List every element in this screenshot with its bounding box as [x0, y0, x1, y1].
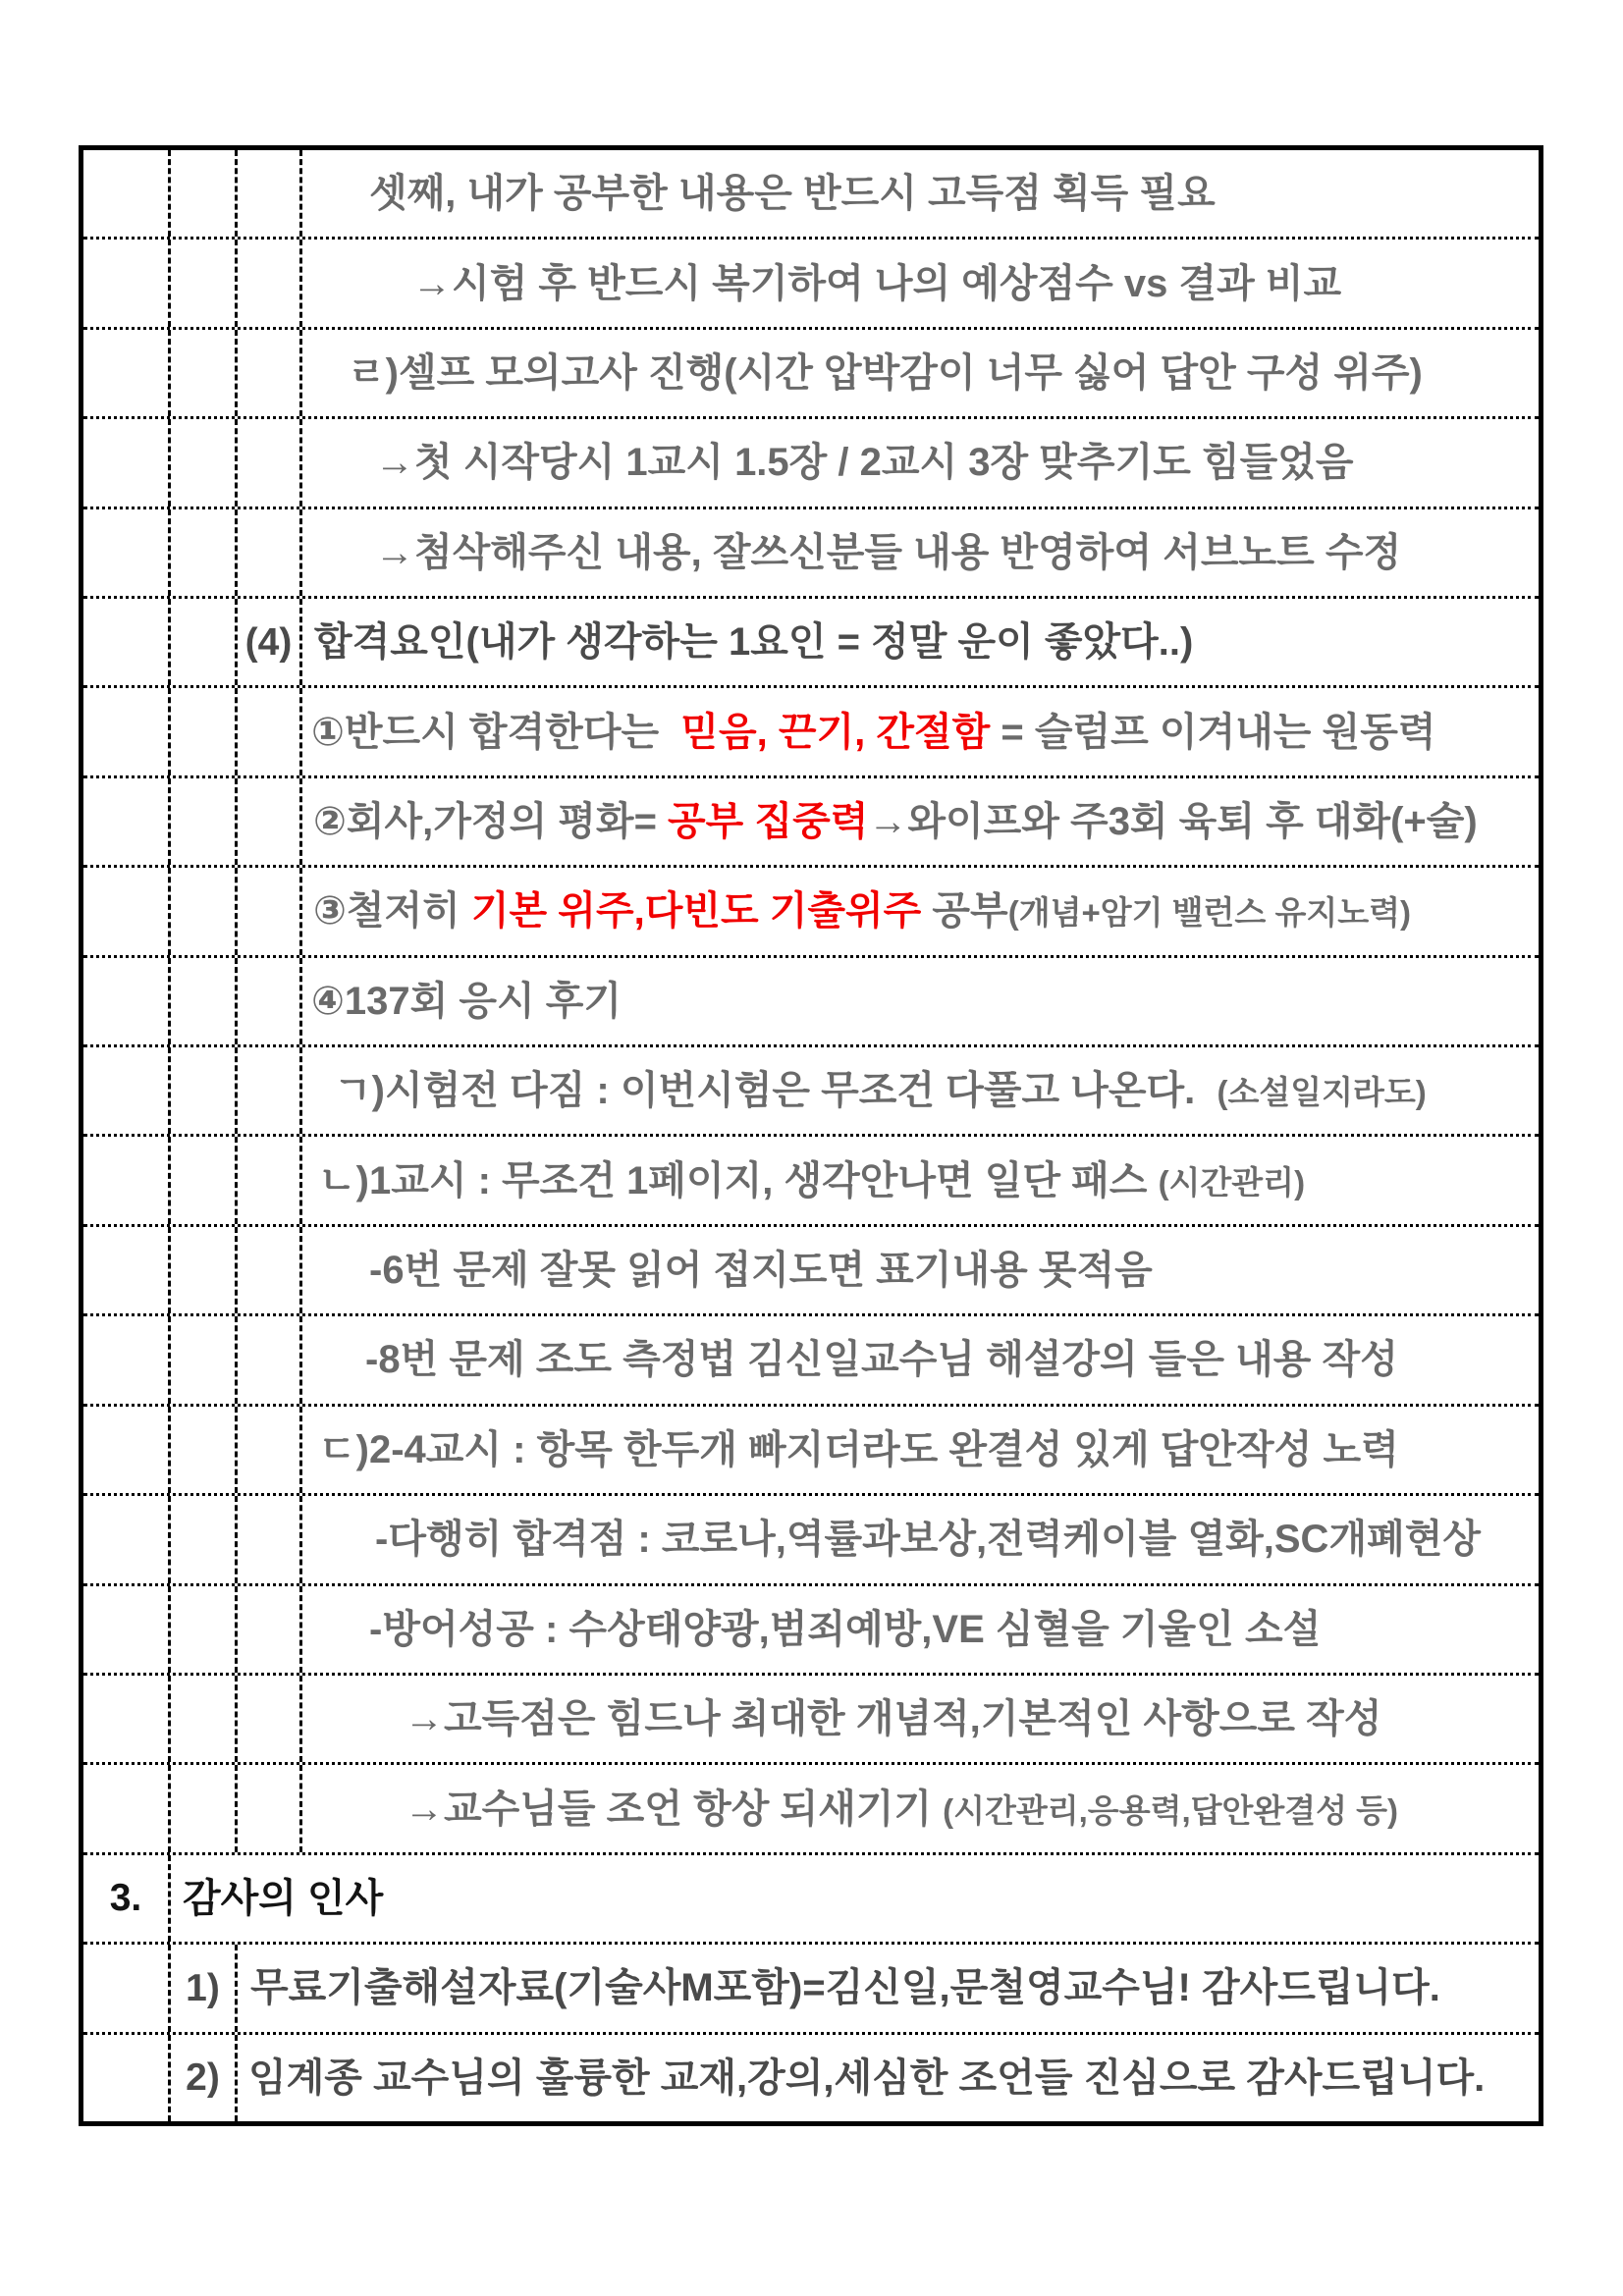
row-label-cell — [235, 868, 299, 954]
row-label-cell — [83, 1407, 168, 1493]
table-row — [83, 1044, 1539, 1134]
row-text-line — [412, 261, 1342, 305]
row-text-line — [318, 1427, 1399, 1471]
table-row — [83, 775, 1539, 865]
row-label-cell — [235, 1407, 299, 1493]
row-text-line — [365, 1338, 1398, 1382]
row-label: 2) — [186, 2056, 220, 2100]
table-row — [83, 685, 1539, 774]
row-label-cell — [235, 419, 299, 506]
text-segment-g: ㄴ)1교시 : 무조건 1페이지, 생각안나면 일단 패스 — [318, 1158, 1159, 1202]
row-label-cell — [83, 2035, 168, 2121]
row-content-cell — [299, 688, 1539, 774]
table-row — [83, 1224, 1539, 1313]
row-label-cell — [168, 958, 235, 1044]
text-segment-g: -8번 문제 조도 측정법 김신일교수님 해설강의 들은 내용 작성 — [365, 1338, 1398, 1382]
row-content-cell — [299, 1676, 1539, 1762]
row-label-cell — [83, 1765, 168, 1851]
table-row — [83, 1852, 1539, 1942]
text-segment-g: →와이프와 주3회 육퇴 후 대화(+술) — [868, 800, 1478, 844]
row-label-cell — [168, 1316, 235, 1403]
row-label-cell — [235, 1316, 299, 1403]
row-content-cell — [299, 240, 1539, 326]
text-segment-g: ①반드시 합격한다는 — [311, 710, 681, 754]
table-row — [83, 2032, 1539, 2121]
row-label-cell — [83, 1855, 168, 1942]
row-text-line — [405, 1697, 1382, 1741]
row-text-line — [375, 1518, 1481, 1562]
text-segment-g: →첫 시작당시 1교시 1.5장 / 2교시 3장 맞추기도 힘들었음 — [375, 441, 1354, 485]
row-label-cell — [83, 868, 168, 954]
row-text-line — [250, 1966, 1440, 2010]
row-content-cell — [299, 1765, 1539, 1851]
row-content-cell — [299, 1407, 1539, 1493]
text-segment-black: 감사의 인사 — [183, 1876, 384, 1920]
text-segment-red: 기본 위주,다빈도 기출위주 — [470, 889, 922, 934]
row-content-cell — [299, 1586, 1539, 1673]
table-row — [83, 1673, 1539, 1762]
text-segment-g: -방어성공 : 수상태양광,범죄예방,VE 심혈을 기울인 소설 — [369, 1607, 1322, 1651]
row-label-cell — [168, 509, 235, 596]
row-label-cell — [168, 1407, 235, 1493]
row-label: 1) — [186, 1966, 220, 2009]
row-label-cell — [83, 1945, 168, 2031]
table-row — [83, 1583, 1539, 1673]
text-segment-red: 공부 집중력 — [668, 800, 869, 844]
text-segment-g: ④137회 응시 후기 — [311, 979, 622, 1023]
text-segment-dark: 임계종 교수님의 훌륭한 교재,강의,세심한 조언들 진심으로 감사드립니다. — [248, 2056, 1486, 2100]
row-label-cell — [168, 150, 235, 237]
row-label-cell — [83, 509, 168, 596]
row-label-cell — [83, 1047, 168, 1134]
row-label-cell — [168, 240, 235, 326]
row-text-line — [369, 1249, 1153, 1293]
row-text-line — [311, 710, 1436, 754]
row-content-cell — [299, 1316, 1539, 1403]
row-label-cell — [83, 1496, 168, 1582]
row-label-cell — [235, 150, 299, 237]
row-label-cell — [168, 1586, 235, 1673]
row-text-line — [375, 441, 1354, 485]
row-label: 3. — [109, 1877, 142, 1920]
table-row — [83, 416, 1539, 506]
row-label-cell — [168, 1765, 235, 1851]
row-content-cell — [299, 509, 1539, 596]
text-segment-g: →첨삭해주신 내용, 잘쓰신분들 내용 반영하여 서브노트 수정 — [375, 530, 1402, 574]
row-label-cell — [168, 1945, 235, 2031]
text-segment-small: (시간관리) — [1158, 1163, 1306, 1201]
row-label-cell — [235, 599, 299, 685]
table-row — [83, 327, 1539, 416]
table-row — [83, 1762, 1539, 1851]
text-segment-red: 믿음, 끈기, 간절함 — [680, 710, 991, 754]
row-label: (4) — [244, 620, 293, 664]
row-text-line — [318, 1158, 1306, 1202]
row-label-cell — [168, 1227, 235, 1313]
table-row — [83, 237, 1539, 326]
row-label-cell — [83, 599, 168, 685]
row-label-cell — [168, 1047, 235, 1134]
row-content-cell — [299, 419, 1539, 506]
row-label-cell — [168, 419, 235, 506]
text-segment-g: ㄹ)셀프 모의고사 진행(시간 압박감이 너무 싫어 답안 구성 위주) — [348, 351, 1423, 396]
row-label-cell — [235, 509, 299, 596]
row-label-cell — [235, 688, 299, 774]
row-label-cell — [235, 1496, 299, 1582]
table-row — [83, 596, 1539, 685]
row-content-cell — [299, 958, 1539, 1044]
row-text-line — [314, 620, 1194, 665]
row-label-cell — [168, 688, 235, 774]
text-segment-g: 셋째, 내가 공부한 내용은 반드시 고득점 획득 필요 — [369, 172, 1216, 216]
row-label-cell — [168, 330, 235, 416]
row-text-line — [311, 979, 622, 1023]
table-row — [83, 507, 1539, 596]
row-label-cell — [83, 330, 168, 416]
row-content-cell — [299, 778, 1539, 865]
row-content-cell — [299, 1137, 1539, 1223]
row-label-cell — [235, 1227, 299, 1313]
row-label-cell — [168, 778, 235, 865]
row-label-cell — [235, 1586, 299, 1673]
text-segment-dark: 합격요인(내가 생각하는 1요인 = 정말 운이 좋았다..) — [314, 620, 1194, 665]
table-row — [83, 1134, 1539, 1223]
row-label-cell — [235, 1047, 299, 1134]
row-content-cell — [235, 1945, 1539, 2031]
text-segment-g: →고득점은 힘드나 최대한 개념적,기본적인 사항으로 작성 — [405, 1697, 1382, 1741]
table-row — [83, 1942, 1539, 2031]
table-row — [83, 865, 1539, 954]
row-text-line — [348, 351, 1423, 396]
row-label-cell — [168, 1137, 235, 1223]
row-label-cell — [83, 1137, 168, 1223]
row-label-cell — [168, 1676, 235, 1762]
row-label-cell — [83, 1676, 168, 1762]
table-row — [83, 1404, 1539, 1493]
table-row — [83, 955, 1539, 1044]
text-segment-small: (소설일지라도) — [1217, 1074, 1427, 1111]
table-row — [83, 1493, 1539, 1582]
row-text-line — [183, 1876, 384, 1920]
row-content-cell — [299, 1227, 1539, 1313]
row-label-cell — [83, 1316, 168, 1403]
row-label-cell — [168, 1496, 235, 1582]
row-label-cell — [235, 240, 299, 326]
text-segment-g: ㄷ)2-4교시 : 항목 한두개 빠지더라도 완결성 있게 답안작성 노력 — [318, 1427, 1399, 1471]
row-label-cell — [235, 778, 299, 865]
row-label-cell — [83, 778, 168, 865]
text-segment-small: (개념+암기 밸런스 유지노력) — [1007, 894, 1411, 932]
text-segment-g: 공부 — [921, 889, 1008, 934]
text-segment-g: ③철저히 — [313, 889, 471, 934]
table-row — [83, 150, 1539, 237]
row-content-cell — [168, 1855, 1539, 1942]
review-notes-table — [79, 145, 1543, 2126]
row-label-cell — [235, 958, 299, 1044]
text-segment-g: →시험 후 반드시 복기하여 나의 예상점수 vs 결과 비교 — [412, 261, 1342, 305]
row-text-line — [313, 800, 1478, 844]
row-content-cell — [299, 330, 1539, 416]
text-segment-small: (시간관리,응용력,답안완결성 등) — [943, 1791, 1399, 1829]
row-label-cell — [83, 1586, 168, 1673]
text-segment-g: -6번 문제 잘못 읽어 접지도면 표기내용 못적음 — [369, 1249, 1153, 1293]
row-content-cell — [299, 1496, 1539, 1582]
row-text-line — [369, 1607, 1322, 1651]
row-label-cell — [83, 240, 168, 326]
row-label-cell — [168, 868, 235, 954]
row-text-line — [313, 889, 1411, 934]
row-content-cell — [299, 599, 1539, 685]
row-label-cell — [83, 1227, 168, 1313]
row-label-cell — [83, 688, 168, 774]
row-text-line — [375, 530, 1402, 574]
row-text-line — [369, 172, 1216, 216]
text-segment-dark: 무료기출해설자료(기술사M포함)=김신일,문철영교수님! 감사드립니다. — [250, 1966, 1440, 2010]
text-segment-g: ②회사,가정의 평화= — [313, 800, 669, 844]
row-label-cell — [83, 958, 168, 1044]
text-segment-g: →교수님들 조언 항상 되새기기 — [405, 1787, 944, 1831]
row-label-cell — [168, 599, 235, 685]
text-segment-g: -다행히 합격점 : 코로나,역률과보상,전력케이블 열화,SC개폐현상 — [375, 1518, 1481, 1562]
text-segment-g: = 슬럼프 이겨내는 원동력 — [990, 710, 1436, 754]
row-label-cell — [235, 1765, 299, 1851]
row-label-cell — [83, 150, 168, 237]
row-text-line — [248, 2058, 1485, 2098]
row-content-cell — [299, 1047, 1539, 1134]
text-segment-g: ㄱ)시험전 다짐 : 이번시험은 무조건 다풀고 나온다. — [334, 1069, 1217, 1113]
row-content-cell — [235, 2035, 1539, 2121]
row-label-cell — [235, 1137, 299, 1223]
row-label-cell — [168, 2035, 235, 2121]
row-text-line — [334, 1069, 1427, 1113]
row-content-cell — [299, 150, 1539, 237]
row-label-cell — [83, 419, 168, 506]
row-content-cell — [299, 868, 1539, 954]
row-label-cell — [235, 1676, 299, 1762]
table-row — [83, 1313, 1539, 1403]
row-label-cell — [235, 330, 299, 416]
row-text-line — [405, 1789, 1398, 1829]
